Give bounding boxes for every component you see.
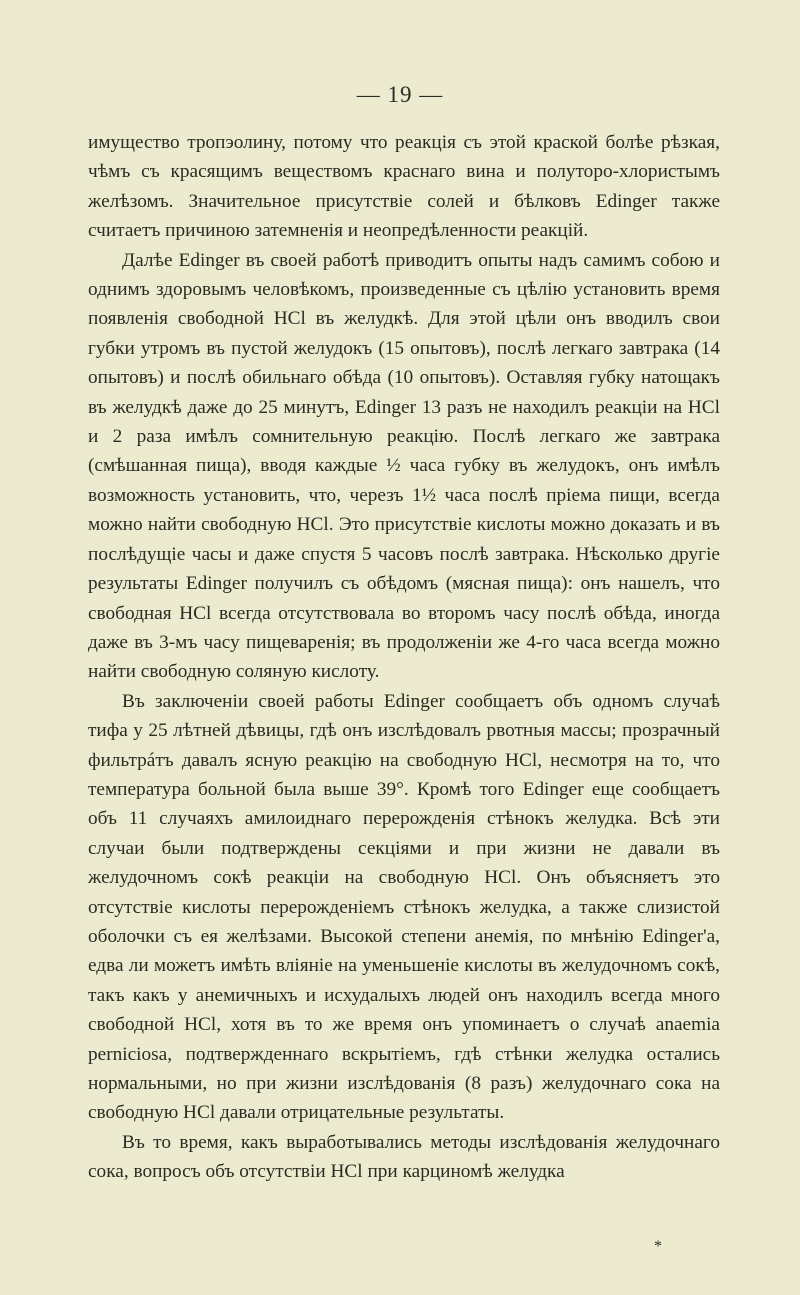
paragraph: имущество тропэолину, потому что реакція съ этой краской болѣе рѣзкая, чѣмъ съ красящимъ веществомъ краснаго вина и полуторо-хлористымъ желѣзомъ. Значительное присутствіе солей и бѣлковъ Edinger также считаетъ причиною затемненія и неопредѣленности реакцій. (88, 132, 720, 242)
paragraph: Въ заключеніи своей работы Edinger сообщаетъ объ одномъ случаѣ тифа у 25 лѣтней дѣвицы, гдѣ онъ изслѣдовалъ рвотныя массы; прозрачный фильтрáтъ давалъ ясную реакцію на свободную HCl, несмотря на то, что температура больной была выше 39°. Кромѣ того Edinger еще сообщаетъ объ 11 случаяхъ амилоиднаго перерожденія стѣнокъ желудка. Всѣ эти случаи были подтверждены секціями и при жизни не давали въ желудочномъ сокѣ реакціи на свободную HCl. Онъ объясняетъ это отсутствіе кислоты перерожденіемъ стѣнокъ желудка, а также слизистой оболочки съ ея желѣзами. Высокой степени анемія, по мнѣнію Edinger'а, едва ли можетъ имѣть вліяніе на уменьшеніе кислоты въ желудочномъ сокѣ, такъ какъ у анемичныхъ и исхудалыхъ людей онъ находилъ всегда много свободной HCl, хотя въ то же время онъ упоминаетъ о случаѣ anaemia perniciosa, подтвержденнаго вскрытіемъ, гдѣ стѣнки желудка остались нормальными, но при жизни изслѣдованія (8 разъ) желудочнаго сока на свободную HCl давали отрицательные результаты. (88, 690, 720, 1124)
body-text (88, 128, 720, 1187)
signature-mark: * (654, 1238, 662, 1255)
paragraph: Въ то время, какъ выработывались методы изслѣдованія желудочнаго сока, вопросъ объ отсутствіи HCl при карциномѣ желудка (88, 1131, 720, 1183)
page-number: — 19 — (356, 82, 444, 107)
paragraph: Далѣе Edinger въ своей работѣ приводитъ опыты надъ самимъ собою и однимъ здоровымъ человѣкомъ, произведенные съ цѣлію установить время появленія свободной HCl въ желудкѣ. Для этой цѣли онъ вводилъ свои губки утромъ въ пустой желудокъ (15 опытовъ), послѣ легкаго завтрака (14 опытовъ) и послѣ обильнаго обѣда (10 опытовъ). Оставляя губку натощакъ въ желудкѣ даже до 25 минутъ, Edinger 13 разъ не находилъ реакціи на HCl и 2 раза имѣлъ сомнительную реакцію. Послѣ легкаго же завтрака (смѣшанная пища), вводя каждые ½ часа губку въ желудокъ, онъ имѣлъ возможность установить, что, черезъ 1½ часа послѣ пріема пищи, всегда можно найти свободную HCl. Это присутствіе кислоты можно доказать и въ послѣдущіе часы и даже спустя 5 часовъ послѣ завтрака. Нѣсколько другіе результаты Edinger получилъ съ обѣдомъ (мясная пища): онъ нашелъ, что свободная HCl всегда отсутствовала во второмъ часу послѣ обѣда, иногда даже въ 3-мъ часу пищеваренія; въ продолженіи же 4-го часа всегда можно найти свободную соляную кислоту. (88, 249, 720, 683)
